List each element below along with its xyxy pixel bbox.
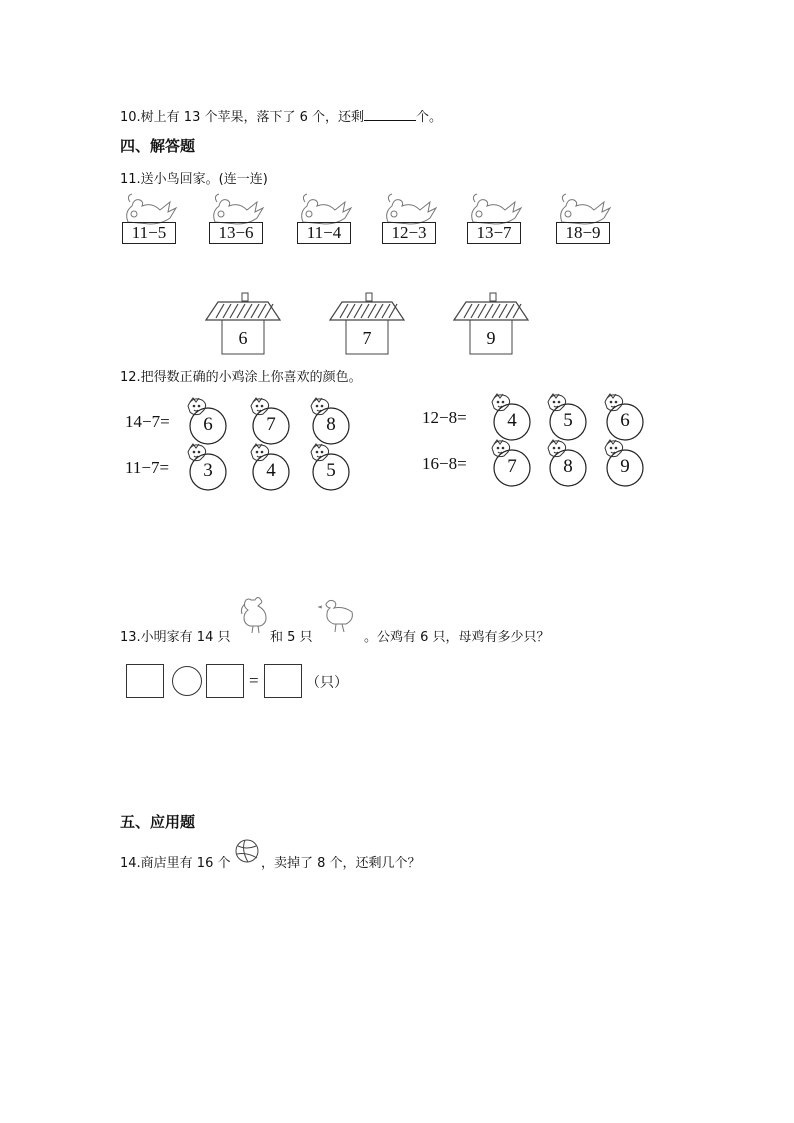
question-12-title: 12.把得数正确的小鸡涂上你喜欢的颜色。 bbox=[120, 370, 362, 385]
house-number: 6 bbox=[238, 328, 248, 348]
chick-option[interactable] bbox=[243, 394, 293, 446]
operator-circle[interactable] bbox=[172, 666, 202, 696]
bird-card[interactable] bbox=[295, 192, 357, 252]
house-number: 9 bbox=[486, 328, 496, 348]
chick-option[interactable] bbox=[597, 436, 647, 488]
equation-label: 16−8= bbox=[422, 454, 467, 473]
equation-label: 11−7= bbox=[125, 458, 170, 477]
q13-text-a: 13.小明家有 14 只 bbox=[120, 630, 231, 645]
chick-number: 5 bbox=[563, 410, 573, 431]
chick-option[interactable] bbox=[243, 440, 293, 492]
chick-option[interactable] bbox=[484, 390, 534, 442]
chick-option[interactable] bbox=[180, 394, 230, 446]
chick-number: 3 bbox=[203, 460, 213, 481]
equation-label: 12−8= bbox=[422, 408, 467, 427]
house-target[interactable] bbox=[328, 292, 406, 356]
chick-option[interactable] bbox=[303, 394, 353, 446]
q13-text-b-wrap bbox=[270, 626, 313, 645]
chick-option[interactable] bbox=[484, 436, 534, 488]
section-heading-4: 四、解答题 bbox=[120, 137, 196, 155]
equals-sign: = bbox=[249, 671, 259, 690]
q13-text-b: 和 5 只 bbox=[270, 630, 313, 645]
chick-number: 4 bbox=[266, 460, 276, 481]
answer-box-2[interactable] bbox=[206, 664, 244, 698]
bird-expression: 13−6 bbox=[209, 222, 263, 244]
bird-expression: 12−3 bbox=[382, 222, 436, 244]
q13-text-c-wrap bbox=[364, 626, 550, 645]
equation-label: 14−7= bbox=[125, 412, 170, 431]
chick-number: 6 bbox=[620, 410, 630, 431]
chick-number: 8 bbox=[326, 414, 336, 435]
chick-option[interactable] bbox=[540, 436, 590, 488]
q14-text-b-wrap bbox=[261, 852, 421, 871]
bird-expression: 13−7 bbox=[467, 222, 521, 244]
chick-number: 8 bbox=[563, 456, 573, 477]
chick-option[interactable] bbox=[303, 440, 353, 492]
q10-text: 10.树上有 13 个苹果，落下了 6 个，还剩 bbox=[120, 110, 365, 125]
section-heading-5: 五、应用题 bbox=[120, 813, 196, 831]
bird-card[interactable] bbox=[554, 192, 616, 252]
answer-blank[interactable] bbox=[364, 109, 416, 121]
q10-text-end: 个。 bbox=[416, 110, 443, 125]
chick-number: 5 bbox=[326, 460, 336, 481]
chick-number: 9 bbox=[620, 456, 630, 477]
bird-expression: 11−5 bbox=[122, 222, 176, 244]
chick-number: 4 bbox=[507, 410, 517, 431]
chick-number: 7 bbox=[266, 414, 276, 435]
bird-card[interactable] bbox=[465, 192, 527, 252]
duck-icon bbox=[318, 596, 358, 634]
ball-icon bbox=[234, 838, 260, 864]
question-10 bbox=[120, 106, 442, 125]
house-target[interactable] bbox=[452, 292, 530, 356]
bird-expression: 11−4 bbox=[297, 222, 351, 244]
rooster-icon bbox=[237, 594, 273, 634]
chick-number: 6 bbox=[203, 414, 213, 435]
bird-card[interactable] bbox=[120, 192, 182, 252]
chick-option[interactable] bbox=[180, 440, 230, 492]
chick-option[interactable] bbox=[597, 390, 647, 442]
q14-text-b: ，卖掉了 8 个，还剩几个？ bbox=[261, 856, 421, 871]
chick-option[interactable] bbox=[540, 390, 590, 442]
house-number: 7 bbox=[362, 328, 372, 348]
question-14 bbox=[120, 852, 230, 871]
q14-text-a: 14.商店里有 16 个 bbox=[120, 856, 231, 871]
chick-number: 7 bbox=[507, 456, 517, 477]
bird-card[interactable] bbox=[380, 192, 442, 252]
bird-expression: 18−9 bbox=[556, 222, 610, 244]
question-11-title: 11.送小鸟回家。(连一连) bbox=[120, 172, 268, 187]
unit-label: （只） bbox=[306, 675, 348, 691]
answer-box-1[interactable] bbox=[126, 664, 164, 698]
bird-card[interactable] bbox=[207, 192, 269, 252]
question-13 bbox=[120, 626, 230, 645]
house-target[interactable] bbox=[204, 292, 282, 356]
q13-text-c: 。公鸡有 6 只，母鸡有多少只？ bbox=[364, 630, 550, 645]
answer-box-3[interactable] bbox=[264, 664, 302, 698]
